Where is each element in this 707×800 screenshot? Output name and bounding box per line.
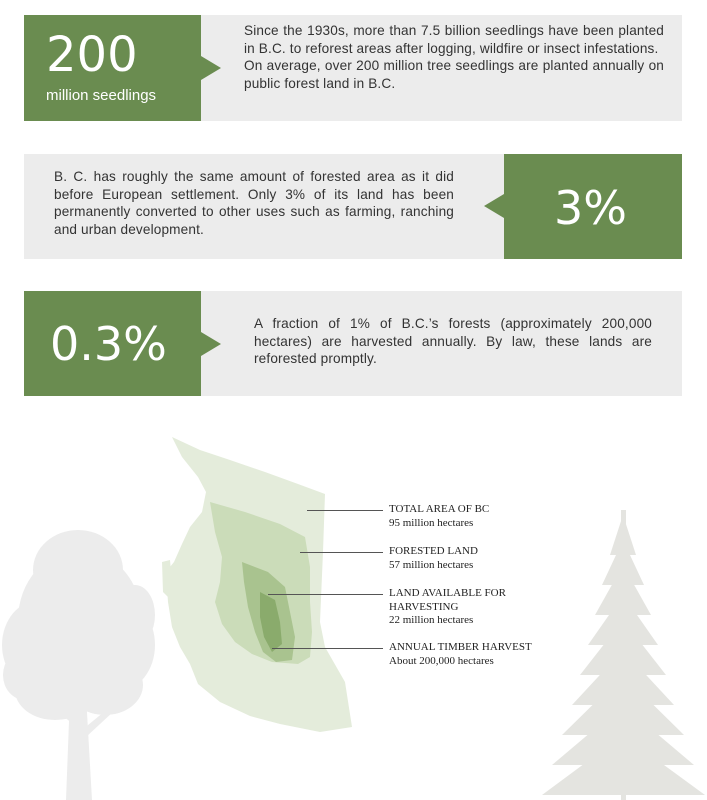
legend-forested-detail: 57 million hectares [389,558,474,571]
stat-box-seedlings [24,15,201,121]
legend-leader-total [307,510,383,511]
legend-forested-title: FORESTED LAND [389,545,478,557]
legend-harvestable-detail: 22 million hectares [389,614,474,626]
stat-value-converted: 3% [554,181,627,235]
stat-text-converted-p1: B. C. has roughly the same amount of forested area as it did before European settlement. Only 3% of its land has been permanently converted to other uses such as farming, ranching and urban development. [54,169,454,237]
legend-total-area [389,503,489,530]
stat-box-converted [504,154,682,259]
bc-map-icon [160,432,360,742]
legend-harvestable [389,587,519,628]
stat-text-harvested-p1: A fraction of 1% of B.C.’s forests (approximately 200,000 hectares) are harvested annually. By law, these lands are reforested promptly. [254,316,652,366]
conifer-tree-icon [540,510,707,800]
deciduous-tree-icon [0,525,160,800]
legend-harvest-detail: About 200,000 hectares [389,654,494,667]
stat-unit-seedlings: million seedlings [46,87,157,104]
legend-leader-harvest [272,648,383,649]
legend-harvestable-title: LAND AVAILABLE FOR HARVESTING [389,587,506,613]
legend-total-detail: 95 million hectares [389,516,474,529]
legend-total-title: TOTAL AREA OF BC [389,503,490,515]
legend-harvest-title: ANNUAL TIMBER HARVEST [389,641,532,653]
stat-value-seedlings: 200 [46,27,138,83]
stat-pointer-seedlings [201,56,221,80]
stat-text-seedlings-p2: On average, over 200 million tree seedlings are planted annually on public forest land in B.C. [244,58,664,91]
stat-value-harvested: 0.3% [50,317,167,371]
stat-text-harvested [254,315,652,368]
stat-text-seedlings [244,22,664,92]
stat-pointer-converted [484,194,504,218]
stat-pointer-harvested [201,332,221,356]
legend-leader-harvestable [268,594,383,595]
stat-text-converted [54,168,454,238]
legend-harvest [389,641,532,668]
legend-forested [389,545,478,572]
stat-text-seedlings-p1: Since the 1930s, more than 7.5 billion seedlings have been planted in B.C. to reforest areas after logging, wildfire or insect infestations. [244,23,664,56]
legend-leader-forested [300,552,383,553]
stat-box-harvested [24,291,201,396]
